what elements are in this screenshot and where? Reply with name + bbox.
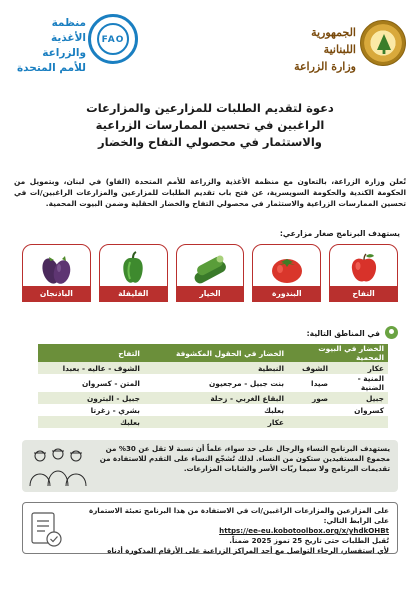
crop-card-cucumber xyxy=(176,244,245,302)
table-row xyxy=(38,392,388,404)
farmers-group-icon xyxy=(26,444,90,488)
regions-table xyxy=(38,344,388,428)
application-text xyxy=(89,506,389,556)
crop-card-apple xyxy=(329,244,398,302)
fao-line-3: للأمم المتحدة xyxy=(16,62,86,74)
table-cell: بعلبك xyxy=(38,416,144,428)
ministry-seal-icon xyxy=(360,20,406,66)
table-cell: النبطية xyxy=(144,362,288,374)
title-line-2: الراغبين في تحسين الممارسات الزراعية xyxy=(95,118,325,132)
table-cell: عكار xyxy=(332,362,388,374)
eggplant-icon xyxy=(36,250,76,286)
crop-label: الفليفلة xyxy=(100,286,167,301)
table-row xyxy=(38,374,388,392)
crop-label: الخيار xyxy=(177,286,244,301)
application-form-link[interactable]: https://ee-eu.kobotoolbox.org/x/yhdkOHBt xyxy=(219,526,389,535)
table-cell: جبيل xyxy=(332,392,388,404)
table-cell: المنية - الضنية xyxy=(357,374,384,392)
table-cell xyxy=(332,416,388,428)
target-label: يستهدف البرنامج صغار مزارعي: xyxy=(279,229,400,238)
pepper-icon xyxy=(116,250,150,286)
table-cell: عكار xyxy=(144,416,288,428)
ministry-line-2: وزارة الزراعة xyxy=(294,60,356,73)
table-cell: بنت جبيل - مرجعيون xyxy=(209,378,284,388)
crop-cards xyxy=(22,244,398,302)
table-cell: الشوف xyxy=(288,362,332,374)
regions-label: في المناطق التالية: xyxy=(306,329,380,338)
application-deadline: تُقبل الطلبات حتى تاريخ 25 تموز 2025 ضمناً. xyxy=(229,536,389,545)
header-greenhouse: الخضار في البيوت المحمية xyxy=(288,344,388,362)
title-line-3: والاستثمار في محصولي التفاح والخضار xyxy=(98,135,322,149)
crop-label: البندورة xyxy=(253,286,320,301)
intro-paragraph: تُعلن وزارة الزراعة، بالتعاون مع منظمة الأغذية والزراعة للأمم المتحدة (الفاو) في لبنان، وبتمويل من الحكومة الكندية والحكومة السويسرية، عن فتح باب تقديم الطلبات للمزارعين والمزارعات الراغبين/ات في تحسين الممارسات الزراعية والاستثمار في محصولي التفاح والخضار الحقلية وضمن البيوت المحمية. xyxy=(14,177,406,208)
header-open-field: الخضار في الحقول المكشوفة xyxy=(144,344,288,362)
table-row xyxy=(38,362,388,374)
women-inclusion-box xyxy=(22,440,398,492)
crop-card-tomato xyxy=(252,244,321,302)
crop-label: التفاح xyxy=(330,286,397,301)
ministry-line-1: الجمهورية اللبنانية xyxy=(311,26,356,56)
location-pin-icon xyxy=(385,326,398,339)
cucumber-icon xyxy=(190,251,230,285)
table-row xyxy=(38,404,388,416)
crop-card-eggplant xyxy=(22,244,91,302)
table-cell: كسروان xyxy=(354,405,384,415)
women-inclusion-text: يستهدف البرنامج النساء والرجال على حد سواء، علماً أن نسبة لا تقل عن 30% من مجموع المستفيدين ستكون من النساء. لذلك تُشجّع النساء على التقدم للاستفادة من تقديمات البرنامج ولا سيما ربّات الأسر والشابات المزارعات. xyxy=(99,444,390,473)
crop-label: الباذنجان xyxy=(23,286,90,301)
fao-abbr: FAO xyxy=(101,35,125,45)
table-cell xyxy=(288,404,332,416)
fao-line-1: منظمة xyxy=(51,17,86,29)
page-title xyxy=(20,100,400,151)
apple-icon xyxy=(347,251,381,285)
table-header-row xyxy=(38,344,388,362)
table-cell: بعلبك xyxy=(264,405,284,415)
table-cell: الشوف - عاليه - بعبدا xyxy=(38,362,144,374)
table-cell: صور xyxy=(288,392,332,404)
application-contact: لأي استفسار، الرجاء التواصل مع أحد المراكز الزراعية على الأرقام المذكورة أدناه xyxy=(107,546,389,555)
header xyxy=(14,14,406,74)
table-cell: جبيل - البترون xyxy=(38,392,144,404)
tomato-icon xyxy=(269,251,305,285)
application-box xyxy=(22,502,398,554)
form-document-icon xyxy=(29,511,63,549)
table-row xyxy=(38,416,388,428)
fao-logo-icon xyxy=(88,14,138,64)
table-cell: بشري - زغرتا xyxy=(90,405,140,415)
fao-line-2: الأغذية والزراعة xyxy=(42,32,86,59)
application-line-1: على المزارعين والمزارعات الراغبين/ات في الاستفادة من هذا البرنامج تعبئة الاستمارة على الرابط التالي: xyxy=(89,506,389,525)
table-cell: البقاع الغربي - زحلة xyxy=(144,392,288,404)
title-line-1: دعوة لتقديم الطلبات للمزارعين والمزارعات xyxy=(86,101,334,115)
fao-name xyxy=(14,16,86,76)
header-apple: التفاح xyxy=(38,344,144,362)
table-cell xyxy=(288,416,332,428)
table-cell: المتن - كسروان xyxy=(81,378,140,388)
table-cell: صيدا xyxy=(311,378,328,388)
ministry-name xyxy=(276,24,356,75)
crop-card-pepper xyxy=(99,244,168,302)
